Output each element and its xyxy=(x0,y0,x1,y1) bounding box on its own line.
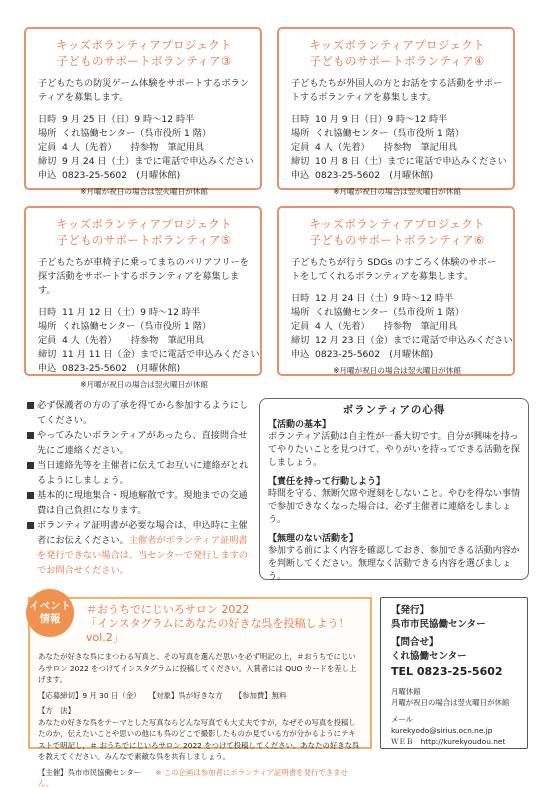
list-item: 当日連絡先等を主催者に伝えてお互いに連絡がとれるようにしましょう。 xyxy=(27,458,249,488)
detail-row-place: 場所 くれ協働センター（呉市役所 1 階） xyxy=(291,128,465,139)
card-details xyxy=(38,113,254,183)
card-description: 子どもたちが車椅子に乗ってまちのバリアフリーを探す活動をサポートするボランティアを募集します。 xyxy=(38,257,249,296)
contact-web[interactable]: ＷＥＢ http://kurekyoudou.net xyxy=(391,737,506,746)
list-item: やってみたいボランティアがあったら、直接問合せ先にご連絡ください。 xyxy=(27,428,249,458)
card-description: 子どもたちが外国人の方とお話をする活動をサポートするボランティアを募集します。 xyxy=(291,78,503,103)
detail-row-capacity: 定員 4 人（先着） 持参物 筆記用具 xyxy=(38,142,205,153)
volunteer-card-6 xyxy=(277,206,515,376)
square-bullet-icon xyxy=(27,402,34,409)
detail-row-apply: 申込 0823-25-5602 (月曜休館) xyxy=(291,349,434,360)
detail-row-deadline: 締切 11 月 11 日（金）までに電話で申込みください xyxy=(38,349,260,360)
detail-row-place: 場所 くれ協働センター（呉市役所 1 階） xyxy=(38,321,212,332)
event-subtitle: 「インスタグラムにあなたの好きな呉を投稿しよう！ vol.2」 xyxy=(86,617,350,644)
publisher-org: 呉市市民協働センター xyxy=(391,619,486,630)
certificate-note: 主催者がボランティア証明書を発行できない場合は、当センターで発行しますのでお問合せください。 xyxy=(37,535,248,576)
publisher-box: 【発行】 呉市市民協働センター 【問合せ】 くれ協働センター TEL 0823-25-5602 月曜休館 月曜が祝日の場合は翌火曜日が休館 メール kurekyodo@sirius.ocn.ne.jp ＷＥＢ http://kurekyoudou.net xyxy=(380,597,528,749)
square-bullet-icon xyxy=(27,462,34,469)
volunteer-card-5 xyxy=(24,206,262,389)
holiday-note: ※月曜が祝日の場合は翌火曜日が休館 xyxy=(333,366,461,375)
contact-email: メール kurekyodo@sirius.ocn.ne.jp xyxy=(391,715,493,735)
card-description: 子どもたちが行う SDGs のすごろく体験のサポートをしてくれるボランティアを募集します。 xyxy=(291,257,497,282)
contact-org: くれ協働センター xyxy=(391,651,467,662)
event-host: 【主催】呉市市民協働センター ※ この企画は参加者にボランティア証明書を発行できません。 xyxy=(38,767,348,788)
detail-row-date: 日時 12 月 24 日（土）9 時～12 時半 xyxy=(291,293,454,304)
list-item: 必ず保護者の方の了承を得てから参加するようにしてください。 xyxy=(27,398,249,428)
mindset-text: 時間を守る、無断欠席や遅刻をしないこと。やむを得ない事情で参加できなくなった場合は、必ず主催者に連絡をしましょう。 xyxy=(268,489,521,525)
list-item: ボランティア証明書が必要な場合は、申込時に主催者にお伝えください。主催者がボランティア証明書を発行できない場合は、当センターで発行しますのでお問合せください。 xyxy=(27,518,249,578)
event-description: あなたが好きな呉にまつわる写真と、その写真を選んだ思いを必ず明記の上，＃おうちでにじいろサロン 2022 をつけてインスタグラムに投稿してください。入賞者には QUO カードを差し上げます。 xyxy=(38,652,357,684)
detail-row-date: 日時 9 月 25 日（日）9 時～12 時半 xyxy=(38,114,195,125)
square-bullet-icon xyxy=(27,432,34,439)
holiday-note: ※月曜が祝日の場合は翌火曜日が休館 xyxy=(80,380,208,389)
volunteer-card-3 xyxy=(24,27,262,196)
event-method-text: あなたの好きな呉をテーマとした写真ならどんな写真でも大丈夫ですが，なぜその写真を投稿したのか，伝えたいことや思いの他にも呉のどこで撮影したものか見ている方が分かるようにテキストで明記し，＃ おうちでにじいろサロン 2022 をつけて投稿してください。あなたの好きな呉を教えてください。みんなで素敵な呉を共有しましょう。 xyxy=(38,717,360,761)
detail-row-capacity: 定員 4 人（先着） 持参物 筆記用具 xyxy=(291,321,458,332)
holiday-note: ※月曜が祝日の場合は翌火曜日が休館 xyxy=(333,187,461,196)
mindset-title: ボランティアの心得 xyxy=(342,404,446,416)
detail-row-date: 日時 10 月 9 日（日）9 時～12 時半 xyxy=(291,114,448,125)
detail-row-apply: 申込 0823-25-5602 (月曜休館) xyxy=(38,363,181,374)
volunteer-mindset-box xyxy=(259,398,529,580)
card-title-line2: 子どものサポートボランティア④ xyxy=(309,54,485,68)
event-meta: 【応募締切】9 月 30 日（金） 【対象】呉が好きな方 【参加費】無料 xyxy=(38,690,287,700)
card-title-line1: キッズボランティアプロジェクト xyxy=(56,217,232,231)
card-details xyxy=(38,306,260,376)
card-title-line2: 子どものサポートボランティア③ xyxy=(56,54,232,68)
event-info-box xyxy=(28,597,372,788)
event-title: ＃おうちでにじいろサロン 2022 xyxy=(86,603,250,616)
card-details xyxy=(291,292,513,362)
guidelines-list xyxy=(27,398,249,578)
mindset-heading: 【活動の基本】 xyxy=(268,420,332,430)
detail-row-date: 日時 11 月 12 日（土）9 時～12 時半 xyxy=(38,307,201,318)
mindset-text: 参加する前によく内容を確認しておき、参加できる活動内容かを判断してください。無理なく活動できる内容を選びましょう。 xyxy=(268,546,520,582)
detail-row-deadline: 締切 10 月 8 日（土）までに電話で申込みください xyxy=(291,156,507,167)
card-description: 子どもたちの防災ゲーム体験をサポートするボランティアを募集します。 xyxy=(38,78,250,103)
detail-row-place: 場所 くれ協働センター（呉市役所 1 階） xyxy=(291,307,465,318)
mindset-text: ボランティア活動は自主性が一番大切です。自分が興味を持ってやりたいことを見つけて、やりがいを持ってできる活動を探しましょう。 xyxy=(268,432,520,468)
event-method-heading: 【方 法】 xyxy=(38,706,75,715)
contact-phone: TEL 0823-25-5602 xyxy=(391,665,503,678)
detail-row-apply: 申込 0823-25-5602 (月曜休館) xyxy=(38,170,181,181)
detail-row-deadline: 締切 9 月 24 日（土）までに電話で申込みください xyxy=(38,156,254,167)
holiday-note: ※月曜が祝日の場合は翌火曜日が休館 xyxy=(80,187,208,196)
detail-row-capacity: 定員 4 人（先着） 持参物 筆記用具 xyxy=(291,142,458,153)
detail-row-place: 場所 くれ協働センター（呉市役所 1 階） xyxy=(38,128,212,139)
detail-row-apply: 申込 0823-25-5602 (月曜休館) xyxy=(291,170,434,181)
card-details xyxy=(291,113,507,183)
card-title-line2: 子どものサポートボランティア⑥ xyxy=(309,233,485,247)
square-bullet-icon xyxy=(27,522,34,529)
card-title-line1: キッズボランティアプロジェクト xyxy=(56,38,232,52)
square-bullet-icon xyxy=(27,492,34,499)
card-title-line2: 子どものサポートボランティア⑤ xyxy=(56,233,232,247)
volunteer-card-4 xyxy=(277,27,515,196)
card-title-line1: キッズボランティアプロジェクト xyxy=(309,217,485,231)
card-title-line1: キッズボランティアプロジェクト xyxy=(309,38,485,52)
mindset-heading: 【無理のない活動を】 xyxy=(268,534,359,544)
detail-row-capacity: 定員 4 人（先着） 持参物 筆記用具 xyxy=(38,335,205,346)
mindset-heading: 【責任を持って行動しよう】 xyxy=(268,477,386,487)
list-item: 基本的に現地集合・現地解散です。現地までの交通費は自己負担になります。 xyxy=(27,488,249,518)
detail-row-deadline: 締切 12 月 23 日（金）までに電話で申込みください xyxy=(291,335,513,346)
event-info-badge: イベント 情報 xyxy=(26,589,74,637)
